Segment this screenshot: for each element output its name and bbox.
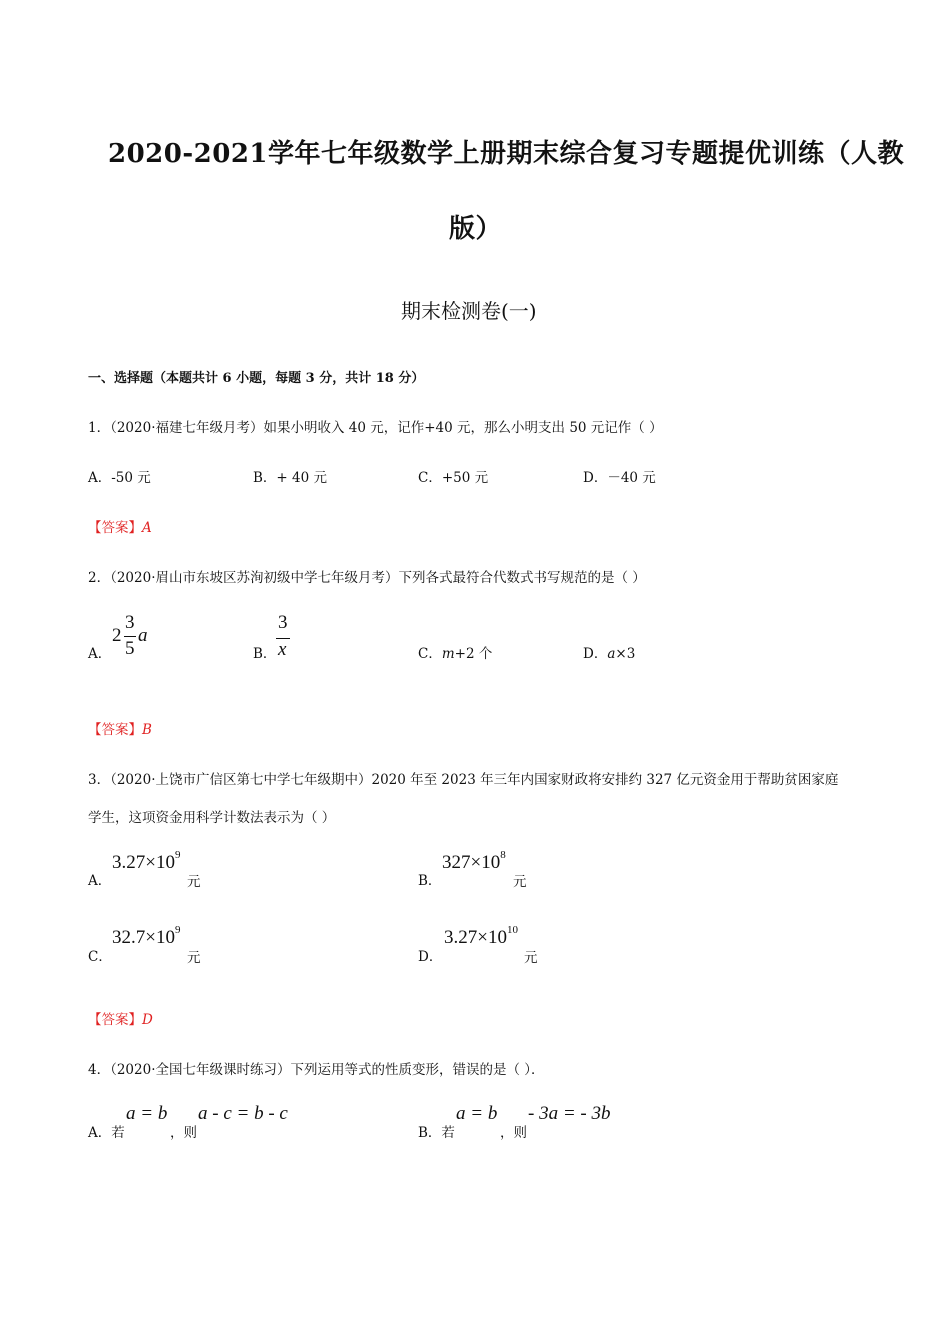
question-2-option-a-label: A． — [88, 646, 112, 662]
question-3-option-a-label: A． — [88, 873, 112, 889]
page-title-line-2: 版） — [449, 214, 503, 244]
question-2-option-b-formula — [276, 612, 296, 664]
variable-a: a — [607, 646, 616, 662]
sci-exponent: 8 — [500, 849, 506, 861]
question-1-option-c: C．+50 元 — [418, 470, 489, 486]
option-label: D． — [583, 646, 608, 662]
question-3-option-b-label: B． — [418, 873, 442, 889]
fraction-numerator: 3 — [278, 612, 288, 633]
question-4-stem: 4．（2020·全国七年级课时练习）下列运用等式的性质变形，错误的是（ ）． — [88, 1062, 545, 1078]
sci-exponent: 9 — [174, 924, 181, 936]
sci-base: 3.27×10 — [444, 927, 507, 948]
answer-value: D — [142, 1012, 153, 1028]
question-2-option-d — [583, 642, 635, 662]
question-2-answer — [88, 718, 152, 738]
sci-base: 32.7×10 — [112, 927, 175, 948]
question-3-option-a-formula — [112, 849, 181, 874]
question-2-option-c — [418, 642, 492, 662]
question-3-option-d-unit: 元 — [524, 950, 538, 966]
fraction-denominator: x — [278, 639, 287, 660]
question-1-answer — [88, 516, 152, 536]
question-1-option-a: A．-50 元 — [88, 470, 151, 486]
answer-value: A — [142, 520, 152, 536]
question-3-option-d-formula — [444, 924, 518, 949]
question-4-option-b-then: ，则 — [500, 1125, 527, 1141]
question-3-option-b-formula — [442, 849, 506, 874]
question-1-stem: 1．（2020·福建七年级月考）如果小明收入 40 元，记作+40 元，那么小明支出 50 元记作（ ） — [88, 420, 663, 436]
question-4-option-a-condition: a = b — [126, 1103, 168, 1124]
sci-exponent: 9 — [174, 849, 181, 861]
section-heading-choice: 一、选择题（本题共计 6 小题，每题 3 分，共计 18 分） — [88, 371, 425, 386]
option-rest: +2 个 — [454, 646, 493, 662]
answer-label: 【答案】 — [88, 520, 142, 536]
answer-label: 【答案】 — [88, 722, 142, 738]
question-4-option-b-result: - 3a = - 3b — [528, 1103, 611, 1124]
question-3-option-c-formula — [112, 924, 181, 949]
option-label: C． — [418, 646, 442, 662]
question-2-option-a-formula — [112, 612, 152, 662]
question-4-option-a-then: ，则 — [170, 1125, 197, 1141]
question-4-option-b-label: B．若 — [418, 1125, 455, 1141]
exam-subtitle: 期末检测卷(一) — [401, 299, 537, 323]
question-3-option-c-label: C． — [88, 949, 112, 965]
question-3-option-b-unit: 元 — [513, 874, 527, 890]
option-rest: ×3 — [615, 646, 636, 662]
question-4-option-a-label: A．若 — [88, 1125, 125, 1141]
question-3-option-d-label: D． — [418, 949, 443, 965]
question-3-option-a-unit: 元 — [187, 874, 201, 890]
question-2-option-b-label: B． — [253, 646, 277, 662]
fraction-bar — [124, 636, 136, 637]
question-3-stem-line-1: 3．（2020·上饶市广信区第七中学七年级期中）2020 年至 2023 年三年内国家财政将安排约 327 亿元资金用于帮助贫困家庭 — [88, 772, 839, 788]
question-2-stem: 2．（2020·眉山市东坡区苏洵初级中学七年级月考）下列各式最符合代数式书写规范的是（ ） — [88, 570, 646, 586]
sci-base: 3.27×10 — [112, 852, 175, 873]
mixed-number-whole: 2 — [112, 625, 122, 646]
question-4-option-b-condition: a = b — [456, 1103, 498, 1124]
question-3-stem-line-2: 学生，这项资金用科学计数法表示为（ ） — [88, 810, 336, 826]
question-3-answer — [88, 1008, 153, 1028]
question-1-option-d: D．－40 元 — [583, 470, 656, 486]
answer-label: 【答案】 — [88, 1012, 142, 1028]
sci-base: 327×10 — [442, 852, 501, 873]
variable-a: a — [138, 625, 148, 646]
page-title-line-1: 2020-2021学年七年级数学上册期末综合复习专题提优训练（人教 — [108, 139, 905, 169]
fraction-numerator: 3 — [125, 612, 135, 633]
question-4-option-a-result: a - c = b - c — [198, 1103, 288, 1124]
sci-exponent: 10 — [506, 924, 518, 936]
answer-value: B — [142, 722, 152, 738]
question-1-option-b: B．+ 40 元 — [253, 470, 327, 486]
variable-m: m — [441, 646, 455, 662]
question-3-option-c-unit: 元 — [187, 950, 201, 966]
fraction-denominator: 5 — [125, 638, 135, 659]
